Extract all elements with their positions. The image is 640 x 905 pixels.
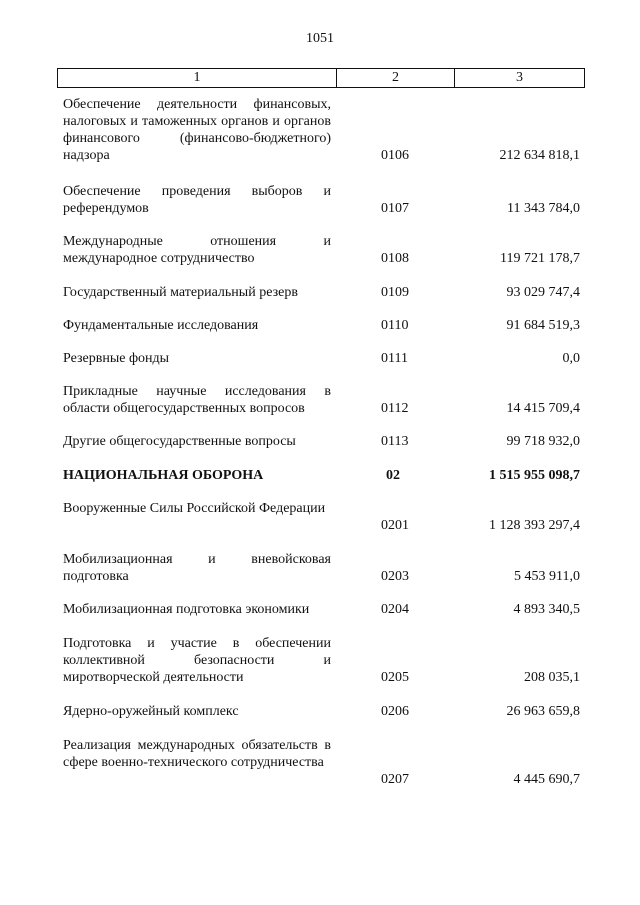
row-code: 0110 bbox=[381, 318, 409, 333]
row-amount: 4 893 340,5 bbox=[513, 602, 580, 617]
row-name: Мобилизационная подготовка экономики bbox=[63, 602, 310, 617]
row-name: Мобилизационная и вневойсковая подготовка bbox=[63, 552, 331, 584]
row-code: 0201 bbox=[381, 518, 409, 533]
row-amount: 1 128 393 297,4 bbox=[489, 518, 580, 533]
row-code: 0113 bbox=[381, 434, 409, 449]
row-code: 0106 bbox=[381, 148, 409, 163]
section-amount: 1 515 955 098,7 bbox=[489, 468, 580, 483]
row-name: Вооруженные Силы Российской Федерации bbox=[63, 501, 326, 516]
row-amount: 99 718 932,0 bbox=[506, 434, 580, 449]
header-col-1: 1 bbox=[58, 69, 337, 87]
row-code: 0206 bbox=[381, 704, 409, 719]
row-name: Международные отношения и международное сотрудничество bbox=[63, 234, 331, 266]
row-code: 0108 bbox=[381, 251, 409, 266]
row-code: 0112 bbox=[381, 401, 409, 416]
row-name: Ядерно-оружейный комплекс bbox=[63, 704, 239, 719]
row-name: Обеспечение проведения выборов и референдумов bbox=[63, 184, 331, 216]
row-name: Резервные фонды bbox=[63, 351, 170, 366]
row-amount: 0,0 bbox=[562, 351, 580, 366]
section-code: 02 bbox=[386, 468, 400, 483]
page-number: 1051 bbox=[306, 31, 334, 46]
row-amount: 26 963 659,8 bbox=[506, 704, 580, 719]
row-code: 0109 bbox=[381, 285, 409, 300]
row-name: Фундаментальные исследования bbox=[63, 318, 259, 333]
row-amount: 93 029 747,4 bbox=[506, 285, 580, 300]
row-amount: 4 445 690,7 bbox=[513, 772, 580, 787]
row-code: 0204 bbox=[381, 602, 409, 617]
row-amount: 5 453 911,0 bbox=[514, 569, 580, 584]
row-code: 0207 bbox=[381, 772, 409, 787]
row-name: Реализация международных обязательств в сфере военно-технического сотрудничества bbox=[63, 738, 331, 770]
row-name: Государственный материальный резерв bbox=[63, 285, 298, 300]
row-amount: 208 035,1 bbox=[524, 670, 580, 685]
header-col-2: 2 bbox=[337, 69, 455, 87]
header-col-3: 3 bbox=[516, 70, 523, 85]
table-header bbox=[57, 68, 585, 88]
row-amount: 91 684 519,3 bbox=[506, 318, 580, 333]
row-code: 0205 bbox=[381, 670, 409, 685]
row-amount: 212 634 818,1 bbox=[499, 148, 580, 163]
section-name: НАЦИОНАЛЬНАЯ ОБОРОНА bbox=[63, 468, 264, 483]
row-code: 0111 bbox=[381, 351, 408, 366]
row-name: Другие общегосударственные вопросы bbox=[63, 434, 296, 449]
row-amount: 11 343 784,0 bbox=[507, 201, 580, 216]
row-name: Подготовка и участие в обеспечении коллективной безопасности и миротворческой деятельности bbox=[63, 636, 331, 685]
row-code: 0203 bbox=[381, 569, 409, 584]
row-amount: 14 415 709,4 bbox=[506, 401, 580, 416]
row-name: Обеспечение деятельности финансовых, налоговых и таможенных органов и органов финансового (финансово-бюджетного) надзора bbox=[63, 97, 331, 163]
row-code: 0107 bbox=[381, 201, 409, 216]
row-amount: 119 721 178,7 bbox=[500, 251, 580, 266]
row-name: Прикладные научные исследования в области общегосударственных вопросов bbox=[63, 384, 331, 416]
